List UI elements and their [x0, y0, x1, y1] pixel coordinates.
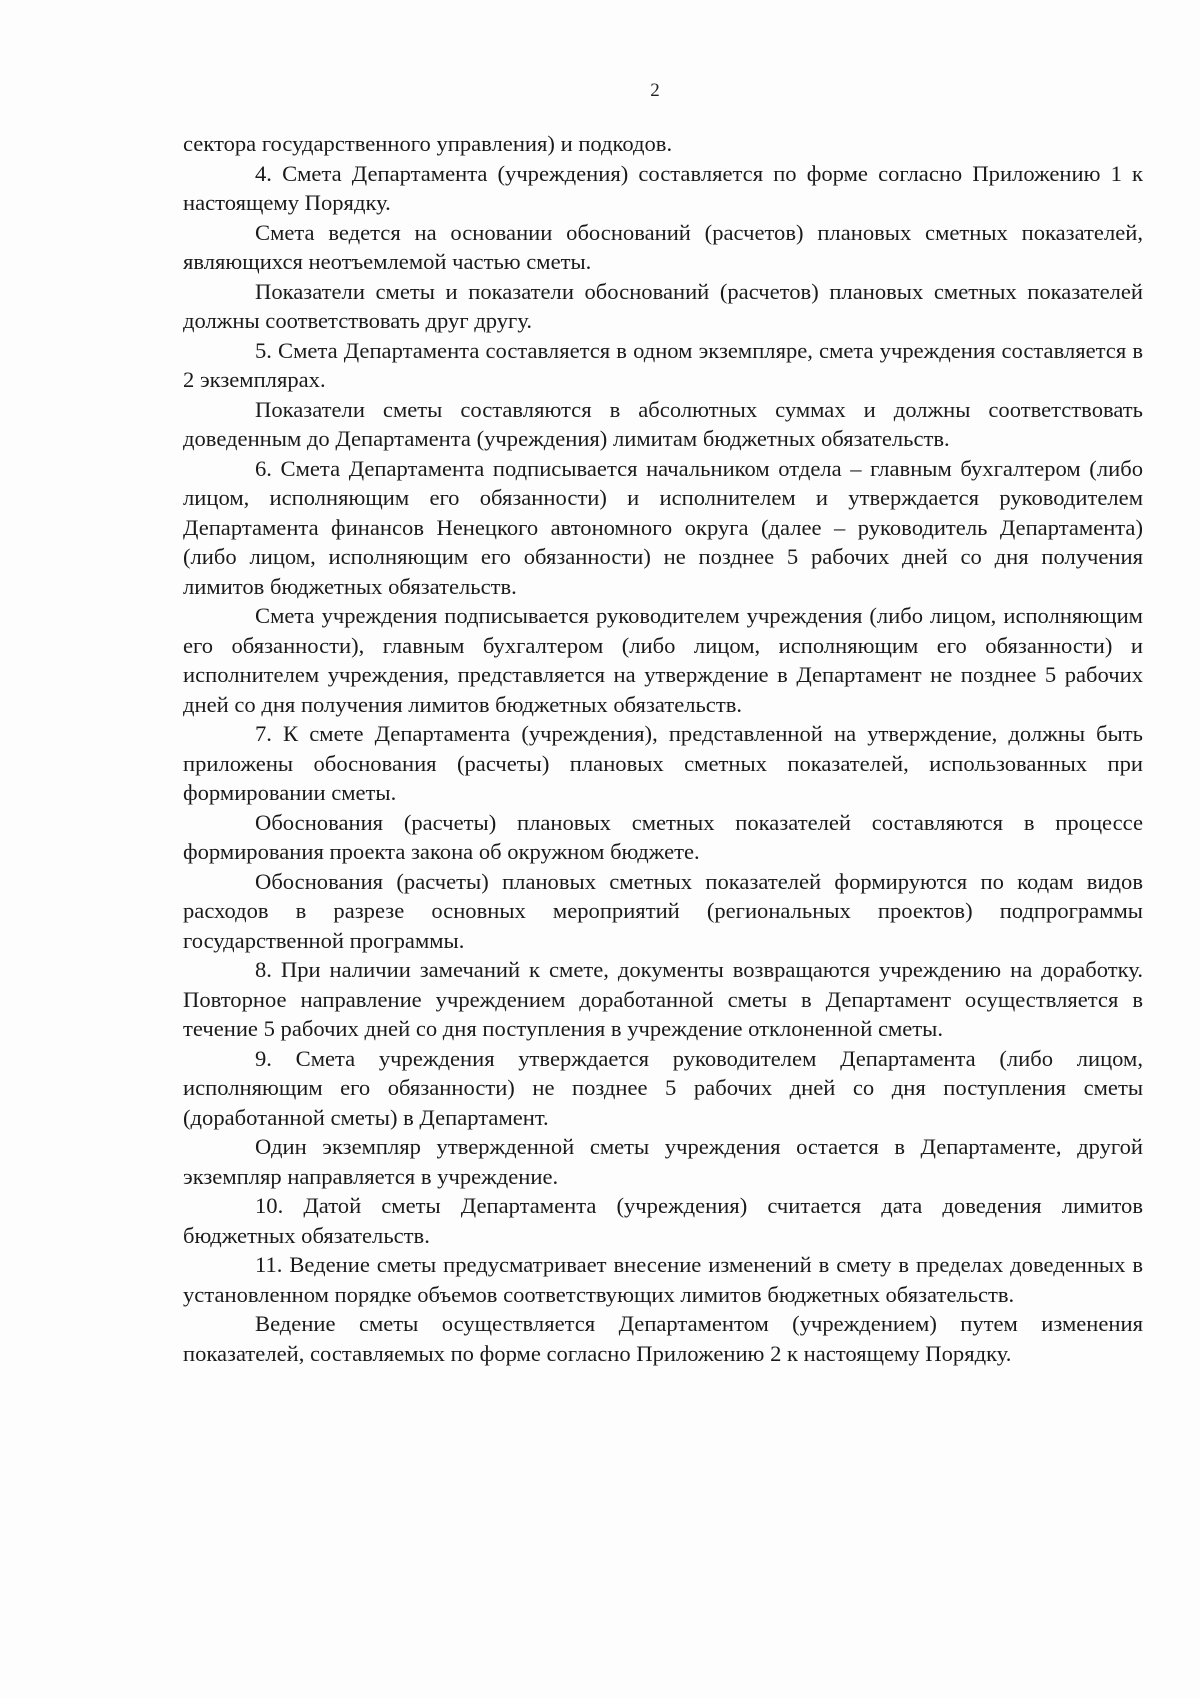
- paragraph: 11. Ведение сметы предусматривает внесение изменений в смету в пределах доведенных в установленном порядке объемов соответствующих лимитов бюджетных обязательств.: [183, 1252, 1143, 1307]
- paragraph: 9. Смета учреждения утверждается руководителем Департамента (либо лицом, исполняющим его обязанности) не позднее 5 рабочих дней со дня поступления сметы (доработанной сметы) в Департамент.: [183, 1045, 1143, 1130]
- paragraph: Смета учреждения подписывается руководителем учреждения (либо лицом, исполняющим его обязанности), главным бухгалтером (либо лицом, исполняющим его обязанности) и исполнителем учреждения, представляется на утверждение в Департамент не позднее 5 рабочих дней со дня получения лимитов бюджетных обязательств.: [183, 603, 1143, 717]
- paragraph: Обоснования (расчеты) плановых сметных показателей составляются в процессе формирования проекта закона об окружном бюджете.: [183, 809, 1143, 864]
- paragraph: Смета ведется на основании обоснований (расчетов) плановых сметных показателей, являющихся неотъемлемой частью сметы.: [183, 219, 1143, 274]
- paragraph: Ведение сметы осуществляется Департаментом (учреждением) путем изменения показателей, составляемых по форме согласно Приложению 2 к настоящему Порядку.: [183, 1311, 1143, 1366]
- paragraph: сектора государственного управления) и подкодов.: [183, 131, 673, 156]
- paragraph: 5. Смета Департамента составляется в одном экземпляре, смета учреждения составляется в 2 экземплярах.: [183, 337, 1143, 392]
- paragraph: Показатели сметы и показатели обоснований (расчетов) плановых сметных показателей должны соответствовать друг другу.: [183, 278, 1143, 333]
- page-number: 2: [650, 80, 660, 101]
- paragraph: 4. Смета Департамента (учреждения) составляется по форме согласно Приложению 1 к настоящему Порядку.: [183, 160, 1143, 215]
- paragraph: 7. К смете Департамента (учреждения), представленной на утверждение, должны быть приложены обоснования (расчеты) плановых сметных показателей, использованных при формировании сметы.: [183, 721, 1143, 805]
- document-body: [183, 129, 1143, 1368]
- paragraph: 8. При наличии замечаний к смете, документы возвращаются учреждению на доработку. Повторное направление учреждением доработанной сметы в Департамент осуществляется в течение 5 рабочих дней со дня поступления в учреждение отклоненной сметы.: [183, 957, 1143, 1041]
- paragraph: 10. Датой сметы Департамента (учреждения) считается дата доведения лимитов бюджетных обязательств.: [183, 1193, 1143, 1248]
- paragraph: Обоснования (расчеты) плановых сметных показателей формируются по кодам видов расходов в разрезе основных мероприятий (региональных проектов) подпрограммы государственной программы.: [183, 868, 1143, 953]
- paragraph: Показатели сметы составляются в абсолютных суммах и должны соответствовать доведенным до Департамента (учреждения) лимитам бюджетных обязательств.: [183, 396, 1143, 451]
- paragraph: 6. Смета Департамента подписывается начальником отдела – главным бухгалтером (либо лицом, исполняющим его обязанности) и исполнителем и утверждается руководителем Департамента финансов Ненецкого автономного округа (далее – руководитель Департамента) (либо лицом, исполняющим его обязанности) не позднее 5 рабочих дней со дня получения лимитов бюджетных обязательств.: [183, 455, 1143, 599]
- paragraph: Один экземпляр утвержденной сметы учреждения остается в Департаменте, другой экземпляр направляется в учреждение.: [183, 1134, 1143, 1189]
